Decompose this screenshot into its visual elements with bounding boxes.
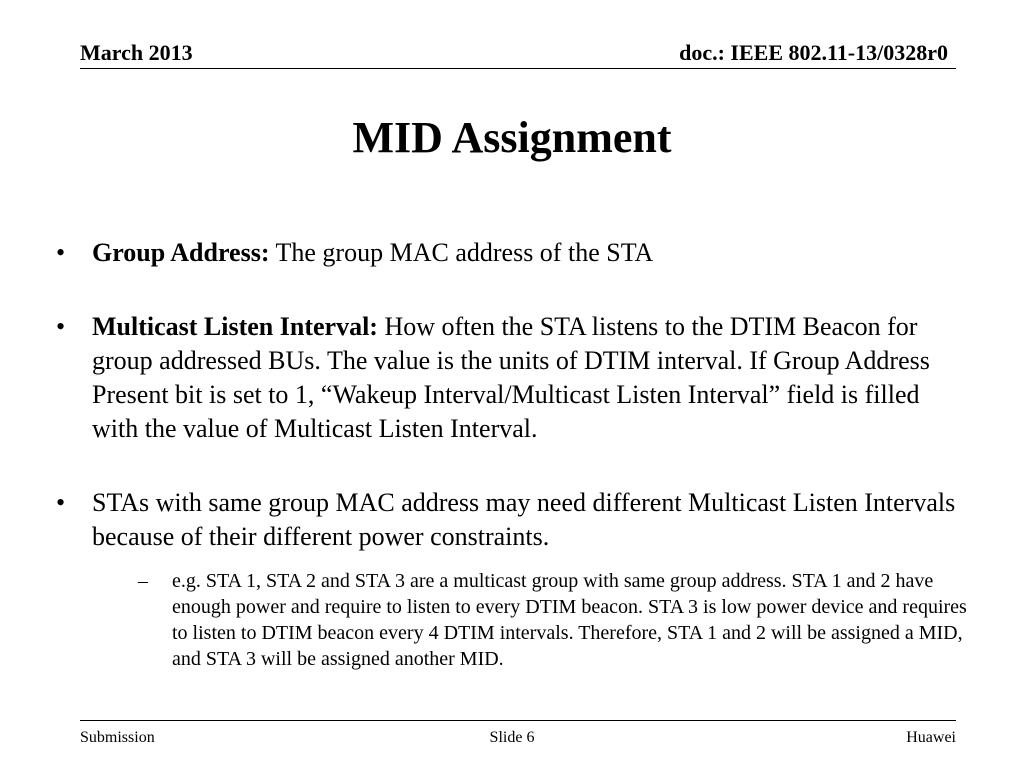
bullet-term: Multicast Listen Interval: — [92, 312, 378, 341]
bullet-marker: • — [56, 238, 66, 267]
header-divider — [80, 68, 956, 69]
footer-company: Huawei — [906, 729, 956, 746]
bullet-marker: • — [56, 488, 66, 517]
bullet-marker: • — [56, 312, 66, 341]
sub-bullet-text: e.g. STA 1, STA 2 and STA 3 are a multicast group with same group address. STA 1 and 2 have enough power and require to listen to every DTIM beacon. STA 3 is low power device and requires to listen to DTIM beacon every 4 DTIM intervals. Therefore, STA 1 and 2 will be assigned a MID, and STA 3 will be assigned another MID. — [172, 570, 967, 670]
header-date: March 2013 — [80, 40, 193, 65]
bullet-different-intervals — [56, 486, 968, 672]
sub-bullet-marker: – — [138, 570, 148, 592]
footer-divider — [80, 720, 956, 721]
bullet-group-address — [56, 236, 968, 270]
sub-bullet-example — [138, 568, 968, 672]
footer-submission: Submission — [80, 729, 155, 746]
bullet-multicast-listen-interval — [56, 310, 968, 446]
slide-title: MID Assignment — [352, 113, 672, 162]
footer-slide-number: Slide 6 — [489, 729, 535, 746]
bullet-text: The group MAC address of the STA — [269, 238, 654, 267]
slide-body — [56, 236, 968, 712]
bullet-term: Group Address: — [92, 238, 270, 267]
header-doc-id: doc.: IEEE 802.11-13/0328r0 — [679, 40, 948, 65]
bullet-text: How often the STA listens to the DTIM Beacon for group addressed BUs. The value is the units of DTIM interval. If Group Address Present bit is set to 1, “Wakeup Interval/Multicast Listen Interval” field is filled with the value of Multicast Listen Interval. — [92, 312, 930, 443]
bullet-text: STAs with same group MAC address may need different Multicast Listen Intervals because of their different power constraints. — [92, 488, 956, 551]
